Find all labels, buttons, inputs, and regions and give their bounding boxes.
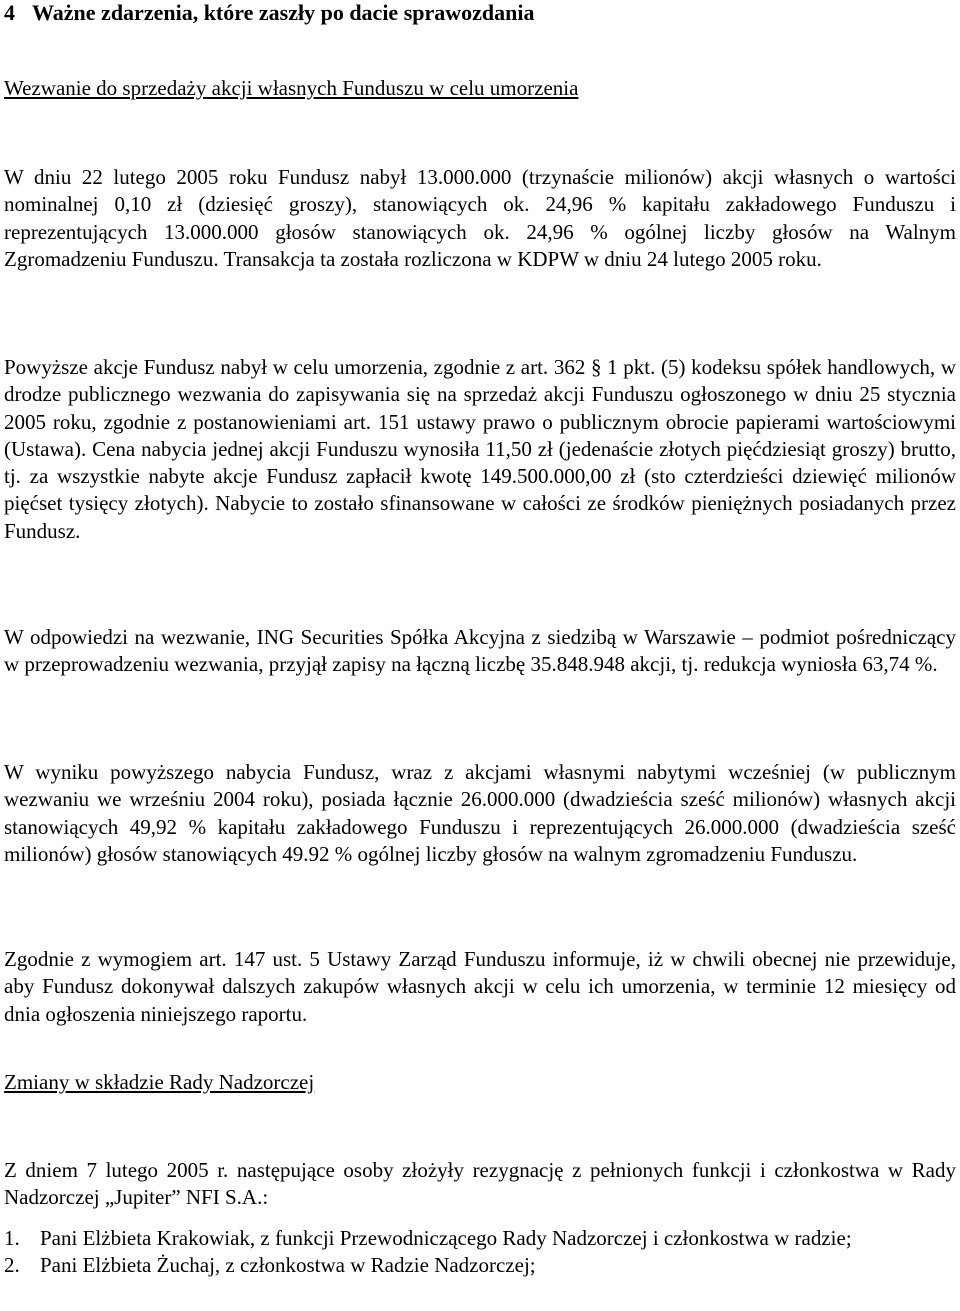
section-heading bbox=[4, 0, 535, 27]
paragraph-response: W odpowiedzi na wezwanie, ING Securities Spółka Akcyjna z siedzibą w Warszawie – podmiot pośredniczący w przeprowadzeniu wezwania, przyjął zapisy na łączną liczbę 35.848.948 akcji, tj. redukcja wyniosła 63,74 %. bbox=[4, 625, 956, 677]
resignation-list bbox=[4, 1225, 956, 1280]
list-item bbox=[4, 1225, 956, 1252]
paragraph-board-intro: Z dniem 7 lutego 2005 r. następujące osoby złożyły rezygnację z pełnionych funkcji i członkostwa w Rady Nadzorczej „Jupiter” NFI S.A.: bbox=[4, 1158, 956, 1210]
section-title: Ważne zdarzenia, które zaszły po dacie sprawozdania bbox=[32, 0, 535, 25]
subsection-title-buyback: Wezwanie do sprzedaży akcji własnych Funduszu w celu umorzenia bbox=[4, 76, 579, 100]
list-item-text: Pani Elżbieta Żuchaj, z członkostwa w Radzie Nadzorczej; bbox=[40, 1253, 536, 1278]
subsection-title-board: Zmiany w składzie Rady Nadzorczej bbox=[4, 1070, 315, 1094]
list-item bbox=[4, 1252, 956, 1279]
section-number: 4 bbox=[4, 0, 15, 25]
paragraph-purchase: W dniu 22 lutego 2005 roku Fundusz nabył 13.000.000 (trzynaście milionów) akcji własnych o wartości nominalnej 0,10 zł (dziesięć groszy), stanowiących ok. 24,96 % kapitału zakładowego Funduszu i reprezentujących 13.000.000 głosów stanowiących ok. 24,96 % ogólnej liczby głosów na Walnym Zgromadzeniu Funduszu. Transakcja ta została rozliczona w KDPW w dniu 24 lutego 2005 roku. bbox=[4, 165, 956, 271]
list-item-text: Pani Elżbieta Krakowiak, z funkcji Przewodniczącego Rady Nadzorczej i członkostwa w radzie; bbox=[40, 1226, 852, 1250]
paragraph-result: W wyniku powyższego nabycia Fundusz, wraz z akcjami własnymi nabytymi wcześniej (w publicznym wezwaniu we wrześniu 2004 roku), posiada łącznie 26.000.000 (dwadzieścia sześć milionów) własnych akcji stanowiących 49,92 % kapitału zakładowego Funduszu i reprezentujących 26.000.000 (dwadzieścia sześć milionów) głosów stanowiących 49.92 % ogólnej liczby głosów na walnym zgromadzeniu Funduszu. bbox=[4, 760, 956, 866]
paragraph-compliance: Zgodnie z wymogiem art. 147 ust. 5 Ustawy Zarząd Funduszu informuje, iż w chwili obecnej nie przewiduje, aby Fundusz dokonywał dalszych zakupów własnych akcji w celu ich umorzenia, w terminie 12 miesięcy od dnia ogłoszenia niniejszego raportu. bbox=[4, 947, 956, 1026]
paragraph-purpose: Powyższe akcje Fundusz nabył w celu umorzenia, zgodnie z art. 362 § 1 pkt. (5) kodeksu spółek handlowych, w drodze publicznego wezwania do zapisywania się na sprzedaż akcji Funduszu ogłoszonego w dniu 25 stycznia 2005 roku, zgodnie z postanowieniami art. 151 ustawy prawo o publicznym obrocie papierami wartościowymi (Ustawa). Cena nabycia jednej akcji Funduszu wynosiła 11,50 zł (jedenaście złotych pięćdziesiąt groszy) brutto, tj. za wszystkie nabyte akcje Fundusz zapłacił kwotę 149.500.000,00 zł (sto czterdzieści dziewięć milionów pięćset tysięcy złotych). Nabycie to zostało sfinansowane w całości ze środków pieniężnych posiadanych przez Fundusz. bbox=[4, 355, 956, 543]
list-item-number: 1. bbox=[4, 1226, 20, 1250]
list-item-number: 2. bbox=[4, 1253, 20, 1278]
